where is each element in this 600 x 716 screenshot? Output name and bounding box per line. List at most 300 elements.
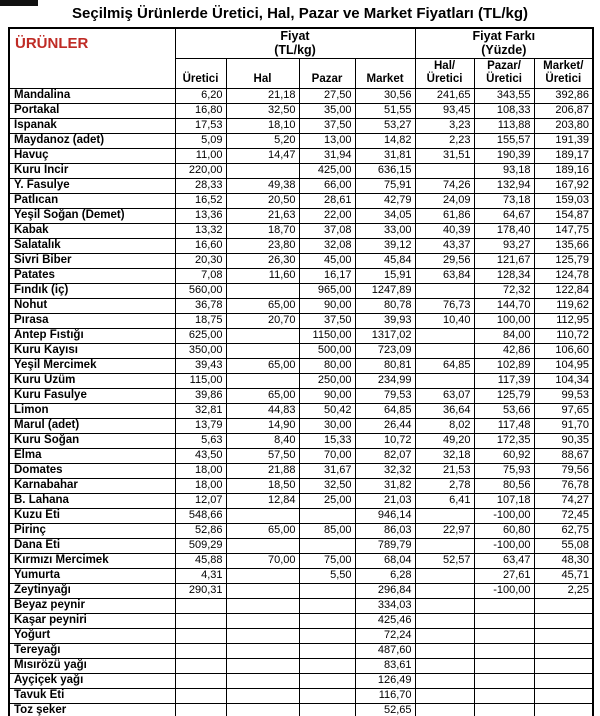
product-name: Kaşar peyniri [9, 613, 175, 628]
value-cell: 57,50 [226, 448, 299, 463]
col-header-market-uretici: Market/ Üretici [534, 58, 593, 88]
value-cell: 159,03 [534, 193, 593, 208]
value-cell: 135,66 [534, 238, 593, 253]
table-row [9, 223, 593, 238]
value-cell: 34,05 [355, 208, 415, 223]
table-row [9, 658, 593, 673]
value-cell: 560,00 [175, 283, 226, 298]
corner-header-urunler [9, 28, 175, 88]
value-cell [226, 703, 299, 716]
value-cell [175, 673, 226, 688]
value-cell: 18,50 [226, 478, 299, 493]
product-name: Patates [9, 268, 175, 283]
value-cell: 6,41 [415, 493, 474, 508]
value-cell: 43,37 [415, 238, 474, 253]
table-header [9, 28, 593, 88]
value-cell: 119,62 [534, 298, 593, 313]
value-cell: 509,29 [175, 538, 226, 553]
value-cell: 102,89 [474, 358, 534, 373]
value-cell: 83,61 [355, 658, 415, 673]
value-cell: 350,00 [175, 343, 226, 358]
value-cell [415, 328, 474, 343]
table-row [9, 133, 593, 148]
table-row [9, 493, 593, 508]
value-cell: 28,61 [299, 193, 355, 208]
value-cell: 93,18 [474, 163, 534, 178]
value-cell [226, 613, 299, 628]
product-name: Yeşil Mercimek [9, 358, 175, 373]
product-name: Domates [9, 463, 175, 478]
corner-header-label: ÜRÜNLER [15, 35, 89, 52]
value-cell: 10,72 [355, 433, 415, 448]
value-cell: 20,30 [175, 253, 226, 268]
table-row [9, 673, 593, 688]
value-cell [534, 628, 593, 643]
value-cell: 21,53 [415, 463, 474, 478]
value-cell: 52,65 [355, 703, 415, 716]
value-cell: 90,00 [299, 388, 355, 403]
table-row [9, 538, 593, 553]
value-cell [226, 373, 299, 388]
table-row [9, 643, 593, 658]
value-cell: 14,90 [226, 418, 299, 433]
value-cell: 206,87 [534, 103, 593, 118]
value-cell: 296,84 [355, 583, 415, 598]
value-cell: 125,79 [534, 253, 593, 268]
value-cell: 172,35 [474, 433, 534, 448]
value-cell: 128,34 [474, 268, 534, 283]
table-row [9, 193, 593, 208]
value-cell: 500,00 [299, 343, 355, 358]
table-row [9, 508, 593, 523]
product-name: Ispanak [9, 118, 175, 133]
product-name: Kuru Soğan [9, 433, 175, 448]
product-name: Patlıcan [9, 193, 175, 208]
value-cell: 2,25 [534, 583, 593, 598]
value-cell: 80,00 [299, 358, 355, 373]
col-header-uretici: Üretici [175, 58, 226, 88]
product-name: Salatalık [9, 238, 175, 253]
table-row [9, 583, 593, 598]
value-cell: 72,45 [534, 508, 593, 523]
value-cell: 789,79 [355, 538, 415, 553]
product-name: Karnabahar [9, 478, 175, 493]
table-row [9, 268, 593, 283]
value-cell: 15,91 [355, 268, 415, 283]
table-row [9, 388, 593, 403]
value-cell: 31,94 [299, 148, 355, 163]
value-cell: 100,00 [474, 313, 534, 328]
value-cell: 70,00 [299, 448, 355, 463]
value-cell: 49,38 [226, 178, 299, 193]
value-cell: 625,00 [175, 328, 226, 343]
table-row [9, 118, 593, 133]
value-cell: 18,70 [226, 223, 299, 238]
value-cell: 23,80 [226, 238, 299, 253]
value-cell [226, 538, 299, 553]
value-cell [415, 508, 474, 523]
value-cell: 18,75 [175, 313, 226, 328]
value-cell: 167,92 [534, 178, 593, 193]
value-cell: 85,00 [299, 523, 355, 538]
table-row [9, 628, 593, 643]
product-name: Beyaz peynir [9, 598, 175, 613]
value-cell: 45,84 [355, 253, 415, 268]
value-cell: 70,00 [226, 553, 299, 568]
value-cell: 425,46 [355, 613, 415, 628]
table-row [9, 613, 593, 628]
table-row [9, 523, 593, 538]
value-cell: 946,14 [355, 508, 415, 523]
product-name: Yoğurt [9, 628, 175, 643]
value-cell [226, 163, 299, 178]
header-group-row [9, 28, 593, 58]
value-cell: 189,16 [534, 163, 593, 178]
value-cell: 30,00 [299, 418, 355, 433]
value-cell: 5,20 [226, 133, 299, 148]
value-cell: 104,34 [534, 373, 593, 388]
value-cell: 52,57 [415, 553, 474, 568]
value-cell: 65,00 [226, 298, 299, 313]
value-cell: 1247,89 [355, 283, 415, 298]
value-cell: 12,07 [175, 493, 226, 508]
value-cell [226, 508, 299, 523]
value-cell [299, 613, 355, 628]
product-name: Tereyağı [9, 643, 175, 658]
value-cell: 21,03 [355, 493, 415, 508]
table-row [9, 178, 593, 193]
value-cell: 4,31 [175, 568, 226, 583]
table-row [9, 358, 593, 373]
value-cell [299, 628, 355, 643]
value-cell: -100,00 [474, 508, 534, 523]
product-name: Kabak [9, 223, 175, 238]
value-cell [415, 628, 474, 643]
product-name: Pirinç [9, 523, 175, 538]
value-cell [415, 658, 474, 673]
value-cell [175, 688, 226, 703]
value-cell [175, 613, 226, 628]
product-name: Dana Eti [9, 538, 175, 553]
value-cell: 392,86 [534, 88, 593, 103]
value-cell: 63,47 [474, 553, 534, 568]
value-cell: 487,60 [355, 643, 415, 658]
price-table [8, 27, 594, 716]
value-cell: 72,24 [355, 628, 415, 643]
value-cell [226, 283, 299, 298]
value-cell: 636,15 [355, 163, 415, 178]
table-row [9, 148, 593, 163]
value-cell: 190,39 [474, 148, 534, 163]
table-row [9, 403, 593, 418]
value-cell: 75,91 [355, 178, 415, 193]
value-cell: 1150,00 [299, 328, 355, 343]
value-cell: 121,67 [474, 253, 534, 268]
value-cell [534, 658, 593, 673]
value-cell: 68,04 [355, 553, 415, 568]
value-cell: 144,70 [474, 298, 534, 313]
value-cell: 90,00 [299, 298, 355, 313]
value-cell: 99,53 [534, 388, 593, 403]
value-cell: 90,35 [534, 433, 593, 448]
product-name: Yumurta [9, 568, 175, 583]
value-cell: 35,00 [299, 103, 355, 118]
value-cell [415, 643, 474, 658]
value-cell: 234,99 [355, 373, 415, 388]
value-cell: 125,79 [474, 388, 534, 403]
table-row [9, 463, 593, 478]
table-row [9, 553, 593, 568]
value-cell: 31,51 [415, 148, 474, 163]
value-cell: 241,65 [415, 88, 474, 103]
value-cell: 27,61 [474, 568, 534, 583]
value-cell: 26,44 [355, 418, 415, 433]
group-farki-label: Fiyat Farkı [472, 29, 536, 44]
value-cell [226, 568, 299, 583]
value-cell: 42,79 [355, 193, 415, 208]
table-row [9, 478, 593, 493]
value-cell: 108,33 [474, 103, 534, 118]
group-fiyat-unit: (TL/kg) [274, 43, 316, 58]
value-cell: 147,75 [534, 223, 593, 238]
product-name: Marul (adet) [9, 418, 175, 433]
value-cell: 53,66 [474, 403, 534, 418]
value-cell: 75,00 [299, 553, 355, 568]
value-cell: 40,39 [415, 223, 474, 238]
value-cell: 10,40 [415, 313, 474, 328]
value-cell: 75,93 [474, 463, 534, 478]
product-name: Elma [9, 448, 175, 463]
value-cell: 723,09 [355, 343, 415, 358]
value-cell: 20,70 [226, 313, 299, 328]
value-cell: 15,33 [299, 433, 355, 448]
product-name: B. Lahana [9, 493, 175, 508]
table-row [9, 373, 593, 388]
value-cell: 65,00 [226, 388, 299, 403]
table-body [9, 88, 593, 716]
value-cell [299, 688, 355, 703]
value-cell [415, 538, 474, 553]
value-cell [415, 703, 474, 716]
product-name: Fındık (iç) [9, 283, 175, 298]
value-cell [299, 703, 355, 716]
value-cell: 117,48 [474, 418, 534, 433]
value-cell: 115,00 [175, 373, 226, 388]
value-cell: 155,57 [474, 133, 534, 148]
value-cell: 91,70 [534, 418, 593, 433]
value-cell: 32,50 [226, 103, 299, 118]
value-cell: 43,50 [175, 448, 226, 463]
table-row [9, 238, 593, 253]
value-cell: 13,00 [299, 133, 355, 148]
value-cell [474, 643, 534, 658]
value-cell: 31,81 [355, 148, 415, 163]
value-cell: 76,78 [534, 478, 593, 493]
table-row [9, 298, 593, 313]
value-cell: 32,50 [299, 478, 355, 493]
value-cell [474, 703, 534, 716]
value-cell: 113,88 [474, 118, 534, 133]
value-cell: 8,40 [226, 433, 299, 448]
value-cell [226, 583, 299, 598]
value-cell: 22,97 [415, 523, 474, 538]
value-cell: 49,20 [415, 433, 474, 448]
value-cell [226, 328, 299, 343]
value-cell [175, 643, 226, 658]
value-cell: 16,52 [175, 193, 226, 208]
value-cell: 93,45 [415, 103, 474, 118]
value-cell: 53,27 [355, 118, 415, 133]
value-cell: 8,02 [415, 418, 474, 433]
product-name: Kuzu Eti [9, 508, 175, 523]
product-name: Yeşil Soğan (Demet) [9, 208, 175, 223]
value-cell [534, 598, 593, 613]
value-cell: 32,08 [299, 238, 355, 253]
col-header-hal: Hal [226, 58, 299, 88]
value-cell: 5,63 [175, 433, 226, 448]
value-cell: 14,47 [226, 148, 299, 163]
value-cell: 425,00 [299, 163, 355, 178]
value-cell: 3,23 [415, 118, 474, 133]
value-cell: 6,20 [175, 88, 226, 103]
value-cell [175, 598, 226, 613]
value-cell: 18,00 [175, 478, 226, 493]
value-cell: 86,03 [355, 523, 415, 538]
value-cell: 11,00 [175, 148, 226, 163]
group-header-fiyat [175, 28, 415, 58]
value-cell [226, 658, 299, 673]
value-cell [534, 703, 593, 716]
value-cell: 112,95 [534, 313, 593, 328]
product-name: Y. Fasulye [9, 178, 175, 193]
product-name: Kuru Fasulye [9, 388, 175, 403]
table-row [9, 703, 593, 716]
table-row [9, 88, 593, 103]
value-cell [299, 643, 355, 658]
value-cell: 548,66 [175, 508, 226, 523]
value-cell: 82,07 [355, 448, 415, 463]
value-cell: 65,00 [226, 358, 299, 373]
table-row [9, 163, 593, 178]
value-cell [415, 598, 474, 613]
value-cell: 52,86 [175, 523, 226, 538]
value-cell [474, 688, 534, 703]
value-cell [299, 538, 355, 553]
table-row [9, 328, 593, 343]
value-cell [175, 658, 226, 673]
value-cell: 154,87 [534, 208, 593, 223]
value-cell: 965,00 [299, 283, 355, 298]
value-cell: 64,67 [474, 208, 534, 223]
value-cell: 18,10 [226, 118, 299, 133]
value-cell: 37,50 [299, 118, 355, 133]
value-cell: 191,39 [534, 133, 593, 148]
value-cell: 84,00 [474, 328, 534, 343]
value-cell [226, 343, 299, 358]
value-cell [474, 628, 534, 643]
value-cell: 126,49 [355, 673, 415, 688]
value-cell: 60,80 [474, 523, 534, 538]
value-cell [226, 688, 299, 703]
value-cell: 24,09 [415, 193, 474, 208]
value-cell: 22,00 [299, 208, 355, 223]
value-cell: 80,56 [474, 478, 534, 493]
value-cell: 31,67 [299, 463, 355, 478]
value-cell [299, 658, 355, 673]
value-cell [415, 673, 474, 688]
col-header-hal-uretici: Hal/ Üretici [415, 58, 474, 88]
value-cell: 50,42 [299, 403, 355, 418]
value-cell: 44,83 [226, 403, 299, 418]
product-name: Kuru Kayısı [9, 343, 175, 358]
value-cell: 36,78 [175, 298, 226, 313]
value-cell [299, 508, 355, 523]
value-cell: 290,31 [175, 583, 226, 598]
value-cell: -100,00 [474, 583, 534, 598]
product-name: Ayçiçek yağı [9, 673, 175, 688]
table-row [9, 433, 593, 448]
page-title: Seçilmiş Ürünlerde Üretici, Hal, Pazar ve Market Fiyatları (TL/kg) [72, 5, 528, 22]
table-row [9, 253, 593, 268]
product-name: Tavuk Eti [9, 688, 175, 703]
table-row [9, 568, 593, 583]
value-cell: 2,23 [415, 133, 474, 148]
product-name: Mısırözü yağı [9, 658, 175, 673]
table-row [9, 313, 593, 328]
value-cell: 124,78 [534, 268, 593, 283]
table-row [9, 598, 593, 613]
value-cell: 27,50 [299, 88, 355, 103]
group-fiyat-label: Fiyat [280, 29, 310, 44]
value-cell [474, 673, 534, 688]
value-cell: 220,00 [175, 163, 226, 178]
value-cell: 39,43 [175, 358, 226, 373]
value-cell: 343,55 [474, 88, 534, 103]
value-cell [415, 163, 474, 178]
value-cell: 42,86 [474, 343, 534, 358]
product-name: Sivri Biber [9, 253, 175, 268]
product-name: Portakal [9, 103, 175, 118]
value-cell [474, 658, 534, 673]
value-cell [415, 343, 474, 358]
value-cell: 14,82 [355, 133, 415, 148]
value-cell [175, 628, 226, 643]
table-row [9, 688, 593, 703]
value-cell: 79,53 [355, 388, 415, 403]
value-cell: 18,00 [175, 463, 226, 478]
value-cell: 13,36 [175, 208, 226, 223]
value-cell: 2,78 [415, 478, 474, 493]
table-row [9, 283, 593, 298]
value-cell: 5,50 [299, 568, 355, 583]
value-cell: 74,27 [534, 493, 593, 508]
value-cell: 116,70 [355, 688, 415, 703]
value-cell: 80,78 [355, 298, 415, 313]
product-name: Kırmızı Mercimek [9, 553, 175, 568]
value-cell: 13,32 [175, 223, 226, 238]
value-cell [226, 673, 299, 688]
product-name: Mandalina [9, 88, 175, 103]
value-cell: 107,18 [474, 493, 534, 508]
product-name: Toz şeker [9, 703, 175, 716]
value-cell: 37,08 [299, 223, 355, 238]
value-cell [534, 688, 593, 703]
product-name: Kuru Üzüm [9, 373, 175, 388]
value-cell [415, 688, 474, 703]
value-cell: 45,71 [534, 568, 593, 583]
value-cell: 76,73 [415, 298, 474, 313]
value-cell: 5,09 [175, 133, 226, 148]
